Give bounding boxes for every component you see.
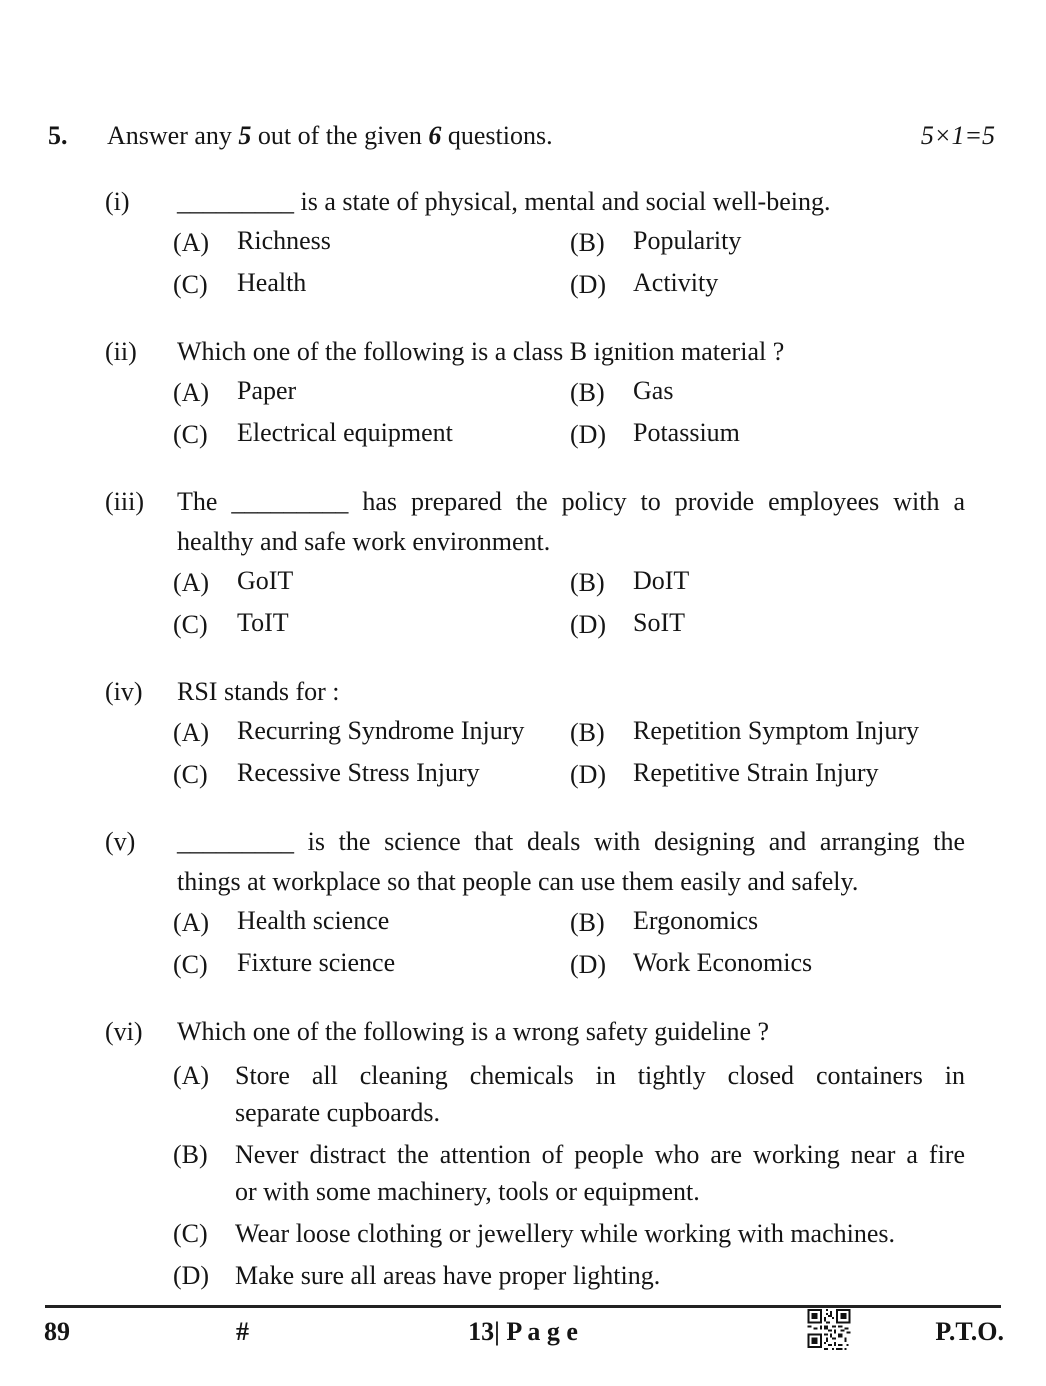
option-text xyxy=(235,1057,965,1131)
question-line: _________ is the science that deals with designing and arranging the xyxy=(177,827,965,856)
options-group xyxy=(173,372,965,456)
options-group xyxy=(173,222,965,306)
option-label: (B) xyxy=(570,378,605,407)
option-line: DoIT xyxy=(633,566,690,595)
option-text xyxy=(633,604,965,646)
question-item xyxy=(105,672,965,796)
question-text xyxy=(177,672,965,712)
option-label: (C) xyxy=(173,760,208,789)
question-item xyxy=(105,822,965,986)
options-group xyxy=(173,562,965,646)
answer-option xyxy=(173,1215,965,1252)
option-label: (B) xyxy=(173,1140,208,1169)
instruction-text: Answer any xyxy=(107,121,239,150)
option-label: (D) xyxy=(570,420,607,449)
footer-page-number: 13| P a g e xyxy=(468,1317,578,1346)
question-numeral: (iii) xyxy=(105,487,144,516)
option-text xyxy=(237,414,570,456)
question-body xyxy=(173,332,965,456)
option-text xyxy=(237,372,570,414)
option-line: Electrical equipment xyxy=(237,418,453,447)
option-label: (A) xyxy=(173,718,210,747)
option-line: Ergonomics xyxy=(633,906,759,935)
question-text xyxy=(177,182,965,222)
option-line: Potassium xyxy=(633,418,740,447)
option-label: (C) xyxy=(173,950,208,979)
option-text xyxy=(633,902,965,944)
option-text xyxy=(633,562,965,604)
option-text xyxy=(235,1136,965,1210)
question-text xyxy=(177,822,965,902)
questions-list xyxy=(0,182,1046,1294)
option-text xyxy=(633,754,965,796)
option-line: ToIT xyxy=(237,608,289,637)
option-line: Never distract the attention of people who are working near a fire xyxy=(235,1140,965,1169)
option-text xyxy=(633,944,965,986)
option-line: Richness xyxy=(237,226,331,255)
option-text xyxy=(235,1257,965,1294)
answer-option xyxy=(173,1136,965,1210)
option-line: Activity xyxy=(633,268,719,297)
option-line: Gas xyxy=(633,376,674,405)
option-label: (A) xyxy=(173,228,210,257)
question-line: things at workplace so that people can use them easily and safely. xyxy=(177,867,859,896)
option-label: (B) xyxy=(570,568,605,597)
option-line: Recurring Syndrome Injury xyxy=(237,716,525,745)
option-label: (B) xyxy=(570,908,605,937)
option-text xyxy=(237,902,570,944)
question-numeral: (i) xyxy=(105,187,130,216)
question-body xyxy=(173,482,965,646)
question-item xyxy=(105,482,965,646)
option-label: (D) xyxy=(173,1261,210,1290)
option-label: (D) xyxy=(570,760,607,789)
option-text xyxy=(633,414,965,456)
option-text xyxy=(633,222,965,264)
footer-paper-code: 89 xyxy=(44,1317,70,1346)
option-line: separate cupboards. xyxy=(235,1098,441,1127)
option-label: (C) xyxy=(173,1219,208,1248)
question-number: 5. xyxy=(48,121,68,150)
question-numeral: (vi) xyxy=(105,1017,143,1046)
option-line: Health science xyxy=(237,906,390,935)
question-5-header xyxy=(48,116,995,156)
option-label: (A) xyxy=(173,378,210,407)
option-line: Store all cleaning chemicals in tightly closed containers in xyxy=(235,1061,965,1090)
option-line: Health xyxy=(237,268,307,297)
option-line: Fixture science xyxy=(237,948,396,977)
option-text xyxy=(237,222,570,264)
option-line: Work Economics xyxy=(633,948,813,977)
option-label: (A) xyxy=(173,1061,210,1090)
option-text xyxy=(237,562,570,604)
answer-option xyxy=(173,1257,965,1294)
question-line: The _________ has prepared the policy to provide employees with a xyxy=(177,487,965,516)
question-numeral: (ii) xyxy=(105,337,137,366)
footer-hash: # xyxy=(236,1317,249,1346)
option-text xyxy=(235,1215,965,1252)
option-text xyxy=(237,264,570,306)
option-line: GoIT xyxy=(237,566,294,595)
option-label: (C) xyxy=(173,420,208,449)
option-line: Repetition Symptom Injury xyxy=(633,716,919,745)
option-line: SoIT xyxy=(633,608,685,637)
question-instruction xyxy=(107,116,921,156)
question-item xyxy=(105,1012,965,1294)
question-item xyxy=(105,182,965,306)
instruction-total: 6 xyxy=(428,121,442,150)
option-line: Recessive Stress Injury xyxy=(237,758,480,787)
question-item xyxy=(105,332,965,456)
option-label: (C) xyxy=(173,270,208,299)
option-text xyxy=(633,712,965,754)
option-label: (A) xyxy=(173,908,210,937)
instruction-text: questions. xyxy=(441,121,553,150)
option-label: (D) xyxy=(570,270,607,299)
question-line: Which one of the following is a wrong safety guideline ? xyxy=(177,1017,770,1046)
options-group xyxy=(173,712,965,796)
question-text xyxy=(177,1012,965,1052)
option-line: Wear loose clothing or jewellery while working with machines. xyxy=(235,1219,896,1248)
question-line: healthy and safe work environment. xyxy=(177,527,551,556)
option-label: (D) xyxy=(570,950,607,979)
option-line: Paper xyxy=(237,376,297,405)
option-line: Repetitive Strain Injury xyxy=(633,758,879,787)
instruction-text: out of the given xyxy=(251,121,429,150)
question-body xyxy=(173,822,965,986)
option-line: Popularity xyxy=(633,226,742,255)
option-label: (D) xyxy=(570,610,607,639)
option-text xyxy=(633,264,965,306)
question-body xyxy=(173,182,965,306)
question-line: _________ is a state of physical, mental and social well-being. xyxy=(177,187,831,216)
option-line: Make sure all areas have proper lighting. xyxy=(235,1261,661,1290)
option-label: (B) xyxy=(570,228,605,257)
question-numeral: (iv) xyxy=(105,677,143,706)
question-numeral: (v) xyxy=(105,827,136,856)
option-text xyxy=(237,754,570,796)
question-body xyxy=(173,672,965,796)
option-text xyxy=(633,372,965,414)
qr-code-icon xyxy=(806,1309,852,1352)
option-label: (A) xyxy=(173,568,210,597)
footer-divider xyxy=(45,1305,1001,1308)
option-label: (B) xyxy=(570,718,605,747)
options-group xyxy=(173,1057,965,1294)
question-line: RSI stands for : xyxy=(177,677,340,706)
option-label: (C) xyxy=(173,610,208,639)
options-group xyxy=(173,902,965,986)
answer-option xyxy=(173,1057,965,1131)
instruction-count: 5 xyxy=(238,121,252,150)
question-text xyxy=(177,482,965,562)
question-body xyxy=(173,1012,965,1294)
question-text xyxy=(177,332,965,372)
option-line: or with some machinery, tools or equipment. xyxy=(235,1177,700,1206)
option-text xyxy=(237,604,570,646)
option-text xyxy=(237,712,570,754)
footer-pto: P.T.O. xyxy=(935,1317,1004,1346)
marks-scheme: 5×1=5 xyxy=(920,121,995,150)
option-text xyxy=(237,944,570,986)
question-line: Which one of the following is a class B ignition material ? xyxy=(177,337,785,366)
